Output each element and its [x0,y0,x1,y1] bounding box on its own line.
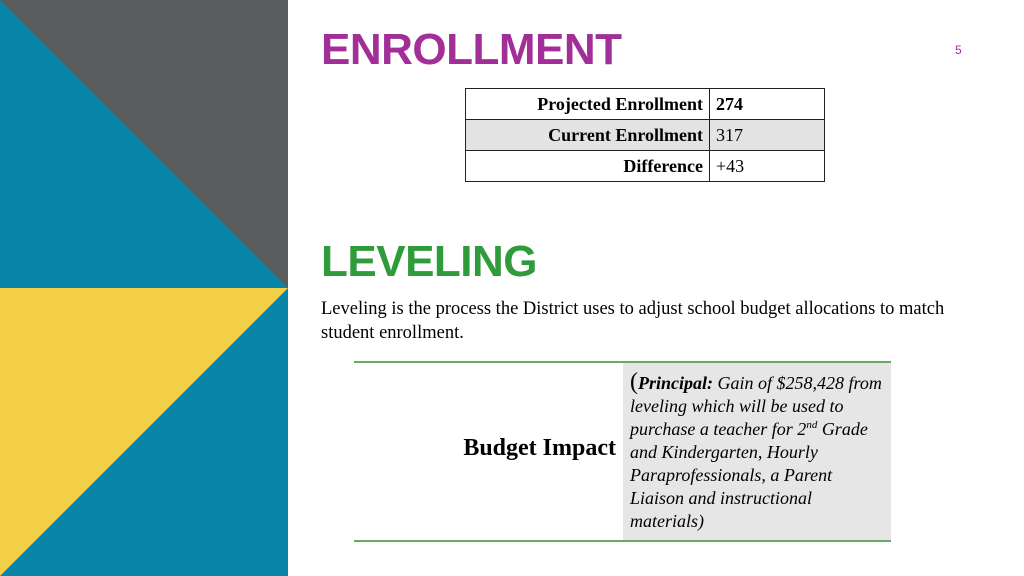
leveling-title: LEVELING [321,237,538,286]
difference-value: +43 [710,151,825,182]
difference-label: Difference [466,151,710,182]
open-parenthesis: ( [630,369,638,395]
projected-enrollment-value: 274 [710,89,825,120]
detail-text-2: Grade and Kindergarten, Hourly Paraprofessionals, a Parent Liaison and instructional materials) [630,419,868,531]
current-enrollment-label: Current Enrollment [466,120,710,151]
enrollment-table [465,88,825,182]
projected-enrollment-label: Projected Enrollment [466,89,710,120]
table-row [466,120,825,151]
leveling-description: Leveling is the process the District uses to adjust school budget allocations to match student enrollment. [321,299,945,343]
ordinal-suffix: nd [806,419,818,431]
budget-impact-detail [623,363,891,540]
decorative-triangles [0,0,288,576]
table-row [466,89,825,120]
detail-text-1: Gain of $258,428 from leveling which will be used to purchase a teacher for 2 [630,373,882,439]
budget-impact-table [354,361,891,542]
current-enrollment-value: 317 [710,120,825,151]
principal-lead: Principal: [638,373,713,393]
budget-impact-label: Budget Impact [463,435,616,461]
table-row [466,151,825,182]
enrollment-title: ENROLLMENT [321,25,622,74]
page-number: 5 [955,43,962,57]
